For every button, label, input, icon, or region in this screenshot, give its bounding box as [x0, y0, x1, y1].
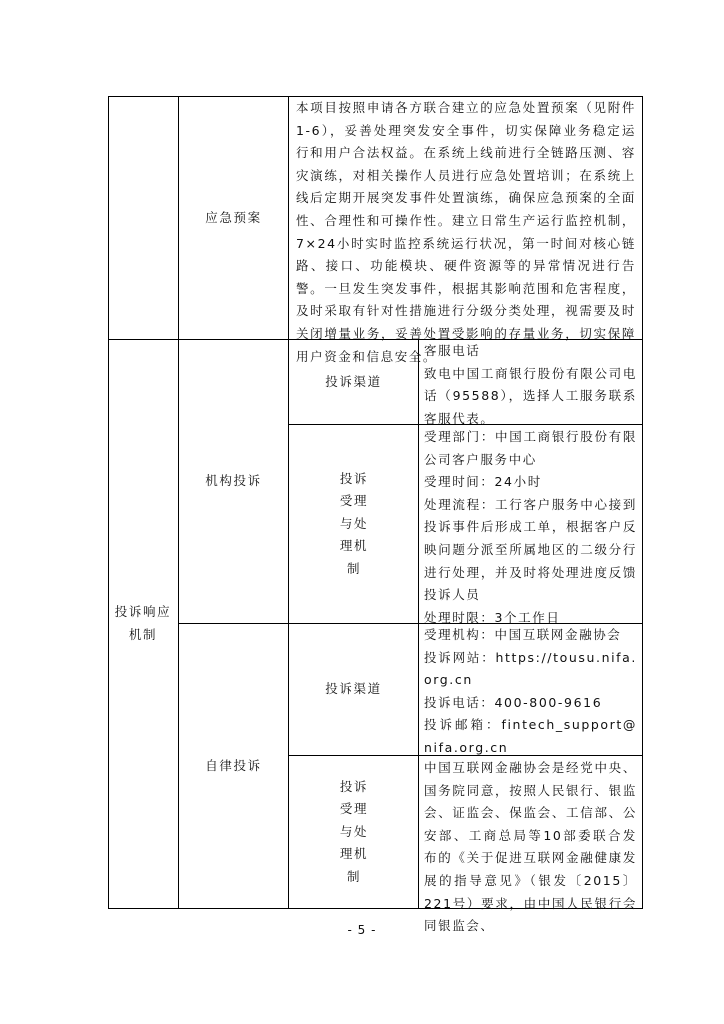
- inst-handling-line: 处理流程：工行客户服务中心接到投诉事件后形成工单，根据客户反映问题分派至所属地区的二级分行进行处理，并及时将处理进度反馈投诉人员: [424, 496, 637, 603]
- complaint-label-text: 投诉响应机制: [114, 604, 172, 642]
- complaint-label: [114, 340, 172, 908]
- selfreg-label: [179, 624, 288, 908]
- inst-handling-line: 受理部门：中国工商银行股份有限公司客户服务中心: [424, 429, 637, 467]
- inst-handling-label-text: 投诉受理与处理机制: [339, 470, 369, 576]
- inst-channel-line: 致电中国工商银行股份有限公司电话（95588），选择人工服务联系客服代表。: [424, 365, 637, 426]
- self-handling-label-text: 投诉受理与处理机制: [339, 778, 369, 884]
- inst-handling-label: [334, 425, 374, 623]
- self-handling-content: [424, 757, 637, 934]
- self-channel-line: 受理机构：中国互联网金融协会: [424, 627, 622, 642]
- self-channel-line: 投诉电话：400-800-9616: [424, 694, 603, 710]
- inst-channel-label-text: 投诉渠道: [325, 373, 382, 389]
- institution-label-text: 机构投诉: [205, 473, 262, 489]
- info-table: [108, 96, 643, 934]
- selfreg-label-text: 自律投诉: [205, 757, 262, 773]
- self-handling-label: [334, 756, 374, 908]
- emergency-label-text: 应急预案: [205, 209, 262, 225]
- page-number: - 5 -: [347, 923, 377, 937]
- col-divider-2: [288, 96, 289, 909]
- self-channel-label: [289, 624, 418, 755]
- inst-channel-label: [289, 340, 418, 424]
- self-channel-content: [424, 624, 637, 755]
- inst-channel-content: [424, 340, 637, 424]
- self-channel-line: 投诉网站：https://tousu.nifa.org.cn: [424, 649, 637, 688]
- institution-label: [179, 340, 288, 623]
- inst-handling-line: 受理时间：24小时: [424, 474, 542, 490]
- inst-channel-line: 客服电话: [424, 343, 481, 358]
- col-divider-3: [418, 339, 419, 909]
- table-border-right: [642, 96, 643, 909]
- inst-handling-line: 处理时限：3个工作日: [424, 609, 561, 625]
- emergency-paragraph: 本项目按照申请各方联合建立的应急处置预案（见附件1-6），妥善处理突发安全事件，切实保障业务稳定运行和用户合法权益。在系统上线前进行全链路压测、容灾演练，对相关操作人员进行应急处置培训；在系统上线后定期开展突发事件处置演练，确保应急预案的全面性、合理性和可操作性。建立日常生产运行监控机制，7×24小时实时监控系统运行状况，第一时间对核心链路、接口、功能模块、硬件资源等的异常情况进行告警。一旦发生突发事件，根据其影响范围和危害程度，及时采取有针对性措施进行分级分类处理，视需要及时关闭增量业务，妥善处置受影响的存量业务，切实保障用户资金和信息安全。: [296, 100, 636, 364]
- inst-handling-content: [424, 426, 637, 623]
- self-handling-line: 中国互联网金融协会是经党中央、国务院同意，按照人民银行、银监会、证监会、保监会、工信部、公安部、工商总局等10部委联合发布的《关于促进互联网金融健康发展的指导意见》（银发〔2015〕221号）要求，由中国人民银行会同银监会、: [424, 760, 637, 934]
- self-channel-line: 投诉邮箱：fintech_support@nifa.org.cn: [424, 717, 637, 755]
- emergency-label: [179, 97, 288, 339]
- table-border-left: [108, 96, 109, 909]
- self-channel-label-text: 投诉渠道: [325, 681, 382, 697]
